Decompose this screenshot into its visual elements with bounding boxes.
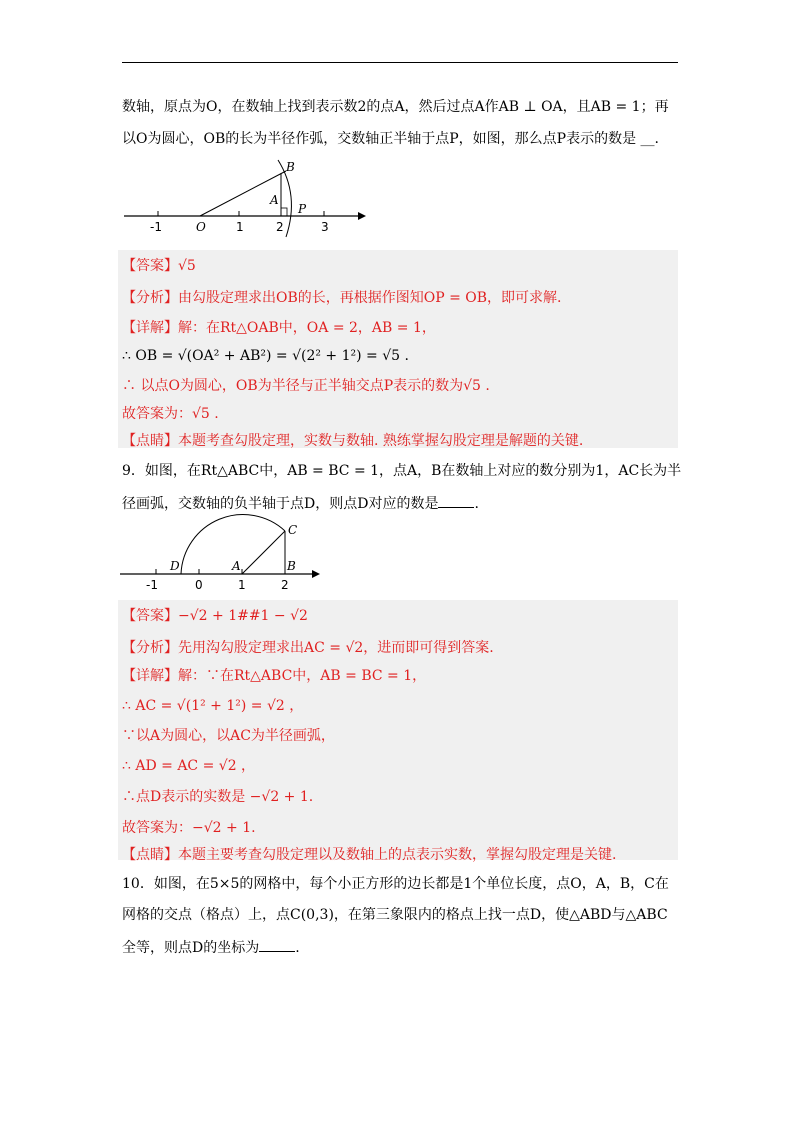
q8-detail-1: 【详解】解：在Rt△OAB中，OA = 2，AB = 1， bbox=[122, 320, 436, 336]
q9-answer: 【答案】−√2 + 1##1 − √2 bbox=[122, 608, 308, 624]
q9-tick-1: 1 bbox=[238, 578, 246, 592]
q8-point-A: A bbox=[270, 193, 279, 207]
q9-detail-1: 【详解】解：∵在Rt△ABC中，AB = BC = 1， bbox=[122, 668, 427, 684]
q9-detail-5: ∴点D表示的实数是 −√2 + 1. bbox=[122, 789, 314, 805]
q9-detail-3: ∵以A为圆心，以AC为半径画弧， bbox=[122, 728, 335, 744]
q8-tick-O: O bbox=[196, 220, 206, 234]
q9-detail-4: ∴ AD = AC = √2 ， bbox=[122, 758, 256, 774]
q8-number-line-figure bbox=[118, 155, 368, 240]
q8-comment: 【点睛】本题考查勾股定理，实数与数轴. 熟练掌握勾股定理是解题的关键. bbox=[122, 433, 584, 449]
q8-detail-3: ∴ 以点O为圆心，OB为半径与正半轴交点P表示的数为√5 . bbox=[122, 378, 490, 394]
q9-tick-2: 2 bbox=[281, 578, 289, 592]
q9-text-line1: 9．如图，在Rt△ABC中，AB = BC = 1，点A，B在数轴上对应的数分别为1，AC长为半 bbox=[122, 463, 682, 479]
q8-tick-neg1: -1 bbox=[150, 220, 162, 234]
q9-analysis: 【分析】先用沟勾股定理求出AC = √2，进而即可得到答案. bbox=[122, 640, 494, 656]
q10-text-line3: 全等，则点D的坐标为 . bbox=[122, 937, 300, 958]
q9-point-C: C bbox=[288, 523, 298, 537]
q8-tick-1: 1 bbox=[236, 220, 244, 234]
q10-text-line1: 10．如图，在5×5的网格中，每个小正方形的边长都是1个单位长度，点O，A，B，C在 bbox=[122, 876, 669, 892]
q8-detail-2: ∴ OB = √(OA² + AB²) = √(2² + 1²) = √5 . bbox=[122, 348, 409, 364]
q9-point-A: A bbox=[232, 559, 241, 573]
q9-point-D: D bbox=[170, 559, 180, 573]
header-rule bbox=[122, 62, 678, 63]
q8-point-B: B bbox=[286, 160, 295, 174]
q8-text-line1: 数轴，原点为O，在数轴上找到表示数2的点A，然后过点A作AB ⊥ OA，且AB = 1；再 bbox=[122, 99, 669, 115]
q9-text-line2: 径画弧，交数轴的负半轴于点D，则点D对应的数是 . bbox=[122, 493, 479, 514]
q8-final: 故答案为：√5 . bbox=[122, 406, 219, 422]
q10-text-line2: 网格的交点（格点）上，点C(0,3)，在第三象限内的格点上找一点D，使△ABD与△ABC bbox=[122, 907, 668, 923]
q9-tick-neg1: -1 bbox=[146, 578, 158, 592]
q9-final: 故答案为：−√2 + 1. bbox=[122, 820, 256, 836]
q8-answer: 【答案】√5 bbox=[122, 258, 196, 274]
q9-detail-2: ∴ AC = √(1² + 1²) = √2 ， bbox=[122, 698, 304, 714]
q8-analysis: 【分析】由勾股定理求出OB的长，再根据作图知OP = OB，即可求解. bbox=[122, 290, 562, 306]
q8-tick-3: 3 bbox=[321, 220, 329, 234]
q8-text-line2: 以O为圆心，OB的长为半径作弧，交数轴正半轴于点P，如图，那么点P表示的数是 __. bbox=[122, 131, 659, 147]
q8-point-P: P bbox=[298, 202, 307, 216]
q9-comment: 【点睛】本题主要考查勾股定理以及数轴上的点表示实数，掌握勾股定理是关键. bbox=[122, 847, 617, 863]
q8-tick-2: 2 bbox=[276, 220, 284, 234]
q9-point-B: B bbox=[287, 559, 296, 573]
q9-tick-0: 0 bbox=[195, 578, 203, 592]
q9-number-line-figure bbox=[118, 508, 328, 593]
